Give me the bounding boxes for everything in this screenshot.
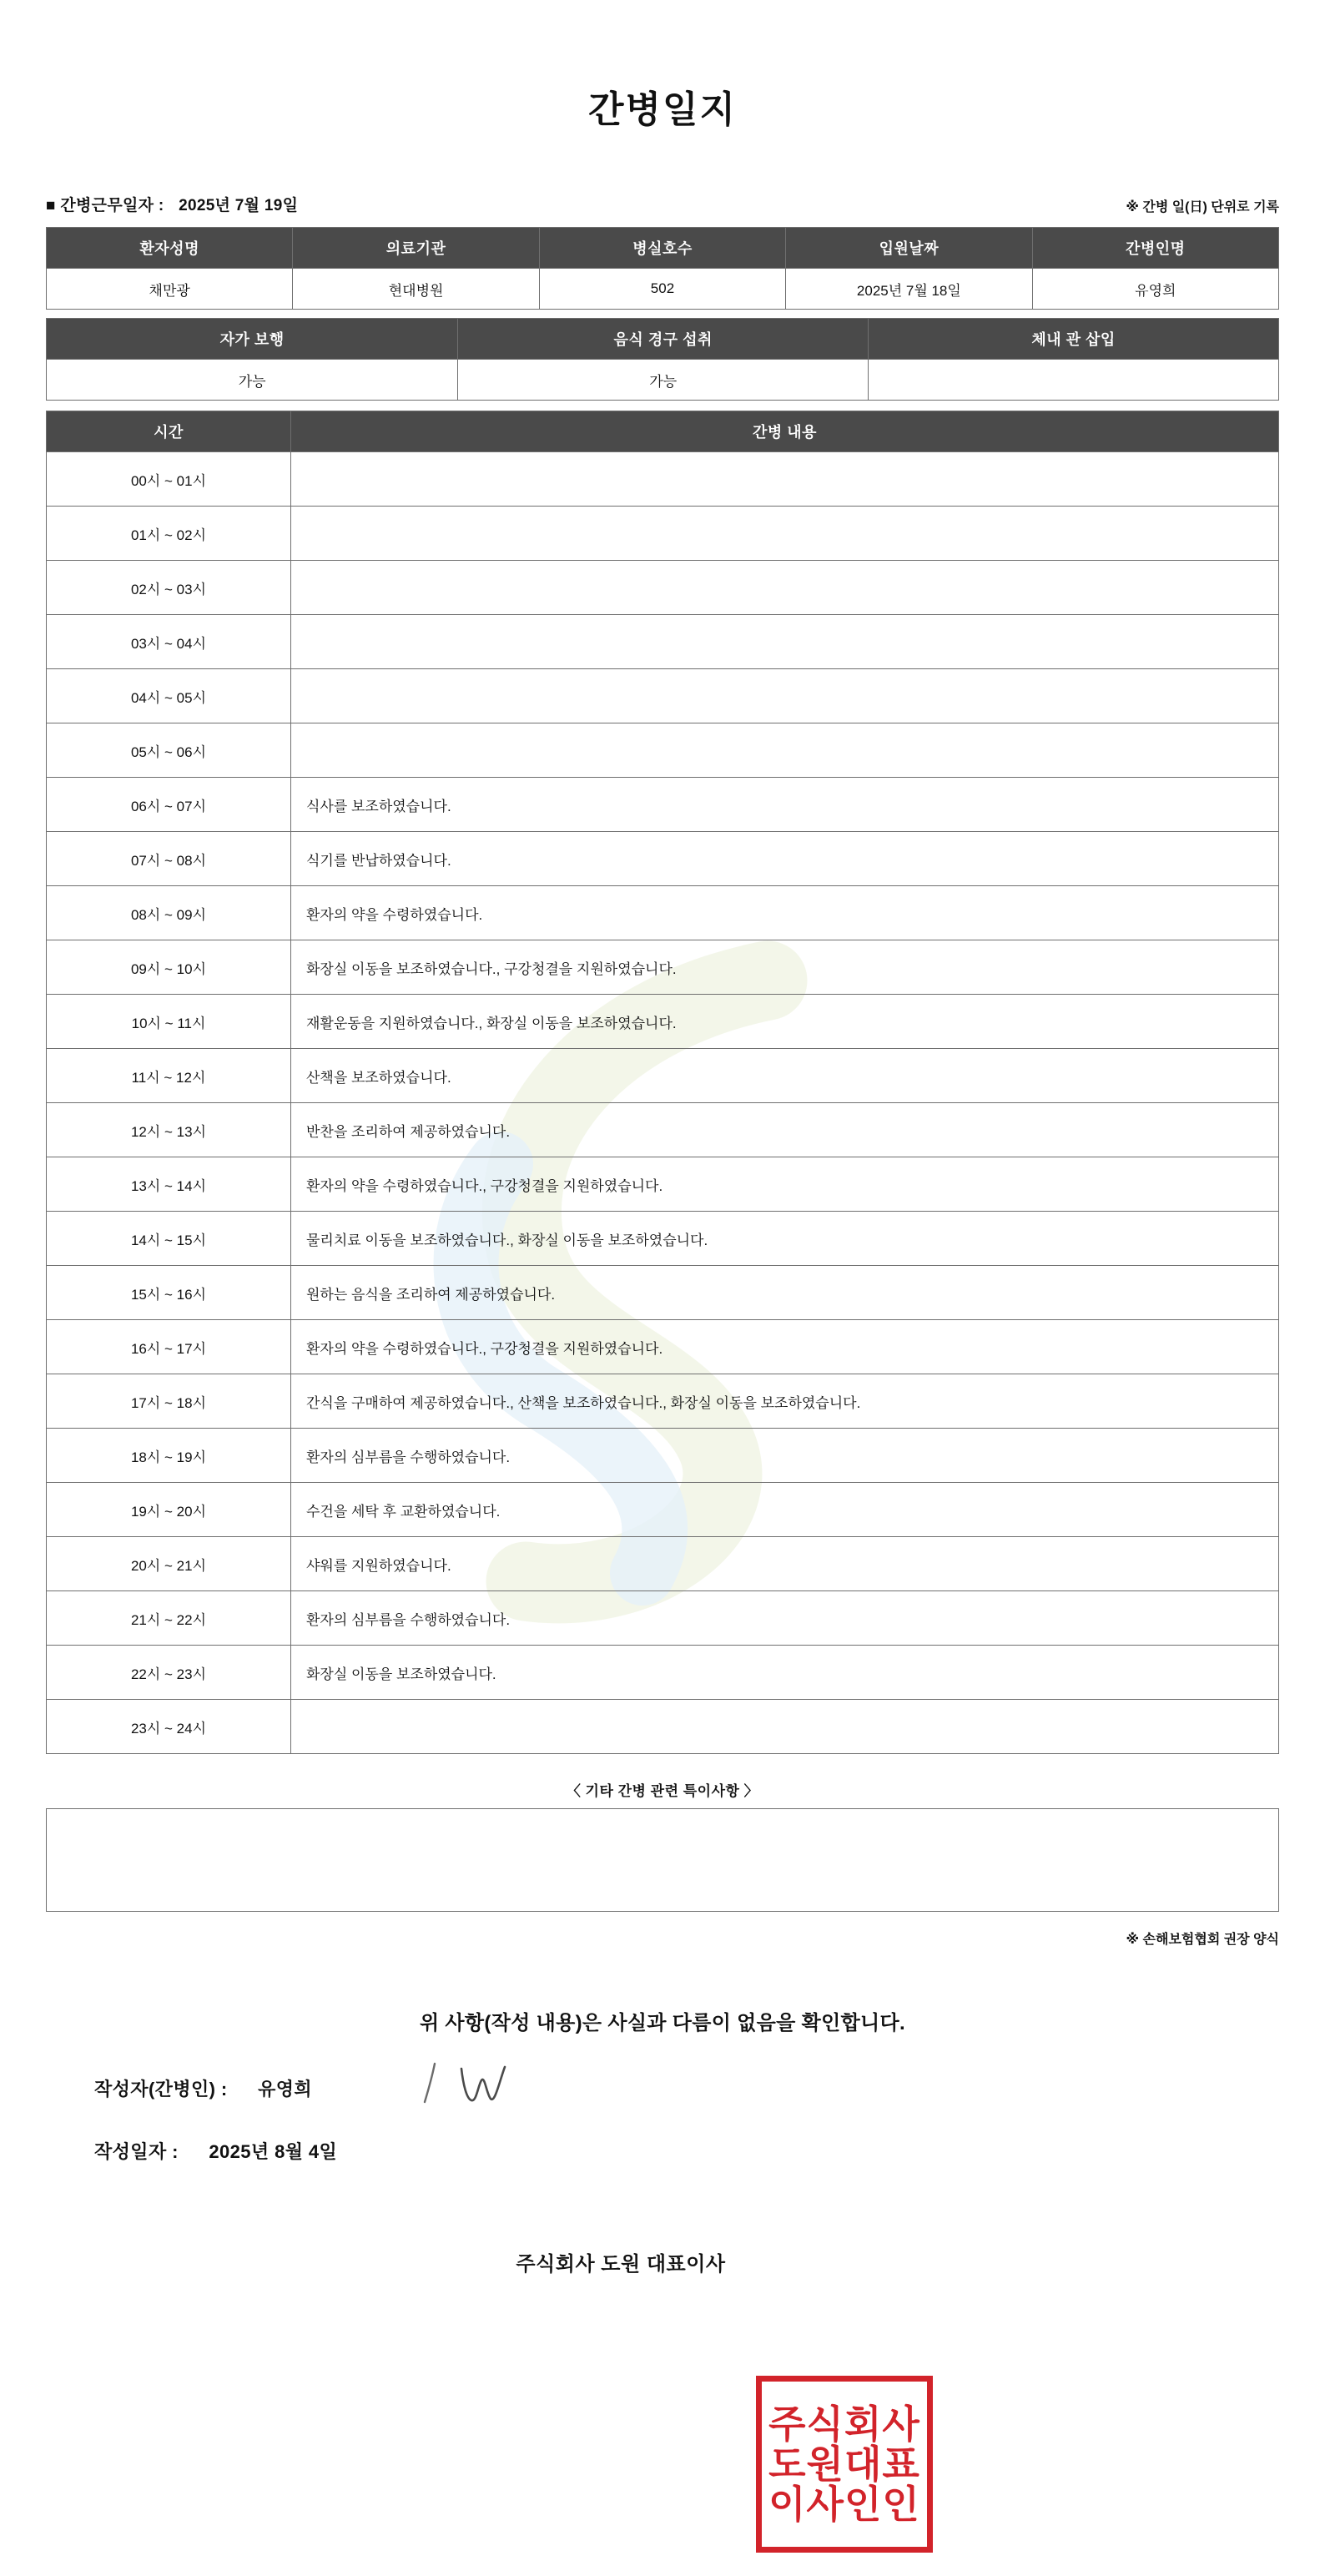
- table-row: [47, 940, 1279, 995]
- care-log-detail: 산책을 보조하였습니다.: [291, 1049, 1279, 1103]
- table-row: [47, 778, 1279, 832]
- care-log-header-row: [47, 411, 1279, 452]
- care-log-detail: 식기를 반납하였습니다.: [291, 832, 1279, 886]
- patient-header-name: 환자성명: [47, 228, 293, 269]
- care-log-time: 05시 ~ 06시: [47, 723, 291, 778]
- author-label: 작성자(간병인) :: [94, 2079, 228, 2100]
- page-title: 간병일지: [587, 89, 737, 130]
- table-row: [47, 1157, 1279, 1212]
- care-log-time: 20시 ~ 21시: [47, 1537, 291, 1591]
- care-log-time: 22시 ~ 23시: [47, 1646, 291, 1700]
- care-log-detail: 환자의 약을 수령하였습니다.: [291, 886, 1279, 940]
- care-log-time: 02시 ~ 03시: [47, 561, 291, 615]
- handwritten-signature: [413, 2055, 547, 2114]
- care-log-detail: 원하는 음식을 조리하여 제공하였습니다.: [291, 1266, 1279, 1320]
- patient-header-caregiver: 간병인명: [1032, 228, 1278, 269]
- care-log-time: 23시 ~ 24시: [47, 1700, 291, 1754]
- table-row: [47, 669, 1279, 723]
- care-log-time: 09시 ~ 10시: [47, 940, 291, 995]
- table-row: [47, 507, 1279, 561]
- patient-info-table: [46, 227, 1279, 310]
- table-row: [47, 886, 1279, 940]
- care-log-time: 16시 ~ 17시: [47, 1320, 291, 1374]
- care-log-time: 08시 ~ 09시: [47, 886, 291, 940]
- care-log-detail: 식사를 보조하였습니다.: [291, 778, 1279, 832]
- table-row: [47, 1212, 1279, 1266]
- condition-header-oral-intake: 음식 경구 섭취: [458, 319, 869, 360]
- confirmation-statement: 위 사항(작성 내용)은 사실과 다름이 없음을 확인합니다.: [419, 2012, 905, 2034]
- care-log-time: 13시 ~ 14시: [47, 1157, 291, 1212]
- patient-value-room: 502: [539, 269, 785, 310]
- table-row: [47, 723, 1279, 778]
- care-log-time: 11시 ~ 12시: [47, 1049, 291, 1103]
- care-log-detail: [291, 561, 1279, 615]
- care-log-detail: 환자의 심부름을 수행하였습니다.: [291, 1429, 1279, 1483]
- table-row: [47, 1103, 1279, 1157]
- patient-value-caregiver: 유영희: [1032, 269, 1278, 310]
- notes-box[interactable]: [46, 1808, 1279, 1912]
- table-row: [47, 1266, 1279, 1320]
- care-log-detail: [291, 507, 1279, 561]
- care-log-detail: [291, 615, 1279, 669]
- care-log-time: 19시 ~ 20시: [47, 1483, 291, 1537]
- table-row: [47, 1374, 1279, 1429]
- condition-value-walking: 가능: [47, 360, 458, 401]
- company-representative-line: 주식회사 도원 대표이사: [516, 2253, 726, 2276]
- table-row: [47, 360, 1279, 401]
- care-log-detail: 물리치료 이동을 보조하였습니다., 화장실 이동을 보조하였습니다.: [291, 1212, 1279, 1266]
- date-value: 2025년 8월 4일: [209, 2141, 338, 2162]
- table-row: [47, 615, 1279, 669]
- care-log-detail: [291, 452, 1279, 507]
- table-row: [47, 452, 1279, 507]
- care-log-time: 04시 ~ 05시: [47, 669, 291, 723]
- care-log-detail: 환자의 심부름을 수행하였습니다.: [291, 1591, 1279, 1646]
- stamp-line-2: 도원대표: [768, 2441, 920, 2487]
- care-log-time: 18시 ~ 19시: [47, 1429, 291, 1483]
- meta-row: [46, 193, 1279, 215]
- care-log-time: 15시 ~ 16시: [47, 1266, 291, 1320]
- care-log-header-time: 시간: [47, 411, 291, 452]
- care-log-time: 12시 ~ 13시: [47, 1103, 291, 1157]
- care-log-time: 01시 ~ 02시: [47, 507, 291, 561]
- stamp-line-1: 주식회사: [768, 2401, 920, 2447]
- care-log-detail: [291, 723, 1279, 778]
- care-log-time: 00시 ~ 01시: [47, 452, 291, 507]
- document-page: [0, 79, 1325, 2576]
- care-log-time: 03시 ~ 04시: [47, 615, 291, 669]
- condition-table: [46, 318, 1279, 401]
- company-seal-stamp: [756, 2376, 933, 2553]
- date-line: [94, 2138, 1279, 2164]
- care-log-detail: 환자의 약을 수령하였습니다., 구강청결을 지원하였습니다.: [291, 1157, 1279, 1212]
- care-log-detail: 샤워를 지원하였습니다.: [291, 1537, 1279, 1591]
- condition-value-tube-insertion: [869, 360, 1279, 401]
- table-row: [47, 1049, 1279, 1103]
- patient-value-hospital: 현대병원: [293, 269, 539, 310]
- care-log-table: [46, 411, 1279, 1754]
- care-log-time: 17시 ~ 18시: [47, 1374, 291, 1429]
- table-row: [47, 1320, 1279, 1374]
- table-row: [47, 1483, 1279, 1537]
- author-value: 유영희: [258, 2079, 313, 2100]
- condition-header-tube-insertion: 체내 관 삽입: [869, 319, 1279, 360]
- table-row: [47, 1537, 1279, 1591]
- table-row: [47, 1429, 1279, 1483]
- author-line: [94, 2075, 1279, 2101]
- care-log-time: 06시 ~ 07시: [47, 778, 291, 832]
- care-log-time: 10시 ~ 11시: [47, 995, 291, 1049]
- care-log-detail: [291, 1700, 1279, 1754]
- stamp-line-3: 이사인인: [768, 2482, 920, 2528]
- work-date-label: ■ 간병근무일자 :: [46, 197, 164, 214]
- association-note: ※ 손해보험협회 권장 양식: [1126, 1933, 1279, 1947]
- patient-header-hospital: 의료기관: [293, 228, 539, 269]
- care-log-detail: 수건을 세탁 후 교환하였습니다.: [291, 1483, 1279, 1537]
- patient-header-admission-date: 입원날짜: [786, 228, 1032, 269]
- table-row: [47, 561, 1279, 615]
- table-row: [47, 995, 1279, 1049]
- table-row: [47, 228, 1279, 269]
- patient-value-name: 채만광: [47, 269, 293, 310]
- table-row: [47, 832, 1279, 886]
- care-log-detail: 재활운동을 지원하였습니다., 화장실 이동을 보조하였습니다.: [291, 995, 1279, 1049]
- condition-value-oral-intake: 가능: [458, 360, 869, 401]
- notes-title: 〈 기타 간병 관련 특이사항 〉: [566, 1783, 759, 1799]
- care-log-detail: 간식을 구매하여 제공하였습니다., 산책을 보조하였습니다., 화장실 이동을 보조하였습니다.: [291, 1374, 1279, 1429]
- record-unit-note: ※ 간병 일(日) 단위로 기록: [1126, 200, 1279, 214]
- table-row: [47, 1591, 1279, 1646]
- care-log-detail: 화장실 이동을 보조하였습니다., 구강청결을 지원하였습니다.: [291, 940, 1279, 995]
- date-label: 작성일자 :: [94, 2141, 179, 2162]
- work-date: [46, 193, 298, 215]
- care-log-detail: 화장실 이동을 보조하였습니다.: [291, 1646, 1279, 1700]
- care-log-detail: 반찬을 조리하여 제공하였습니다.: [291, 1103, 1279, 1157]
- patient-value-admission-date: 2025년 7월 18일: [786, 269, 1032, 310]
- signature-block: [46, 2075, 1279, 2164]
- care-log-time: 07시 ~ 08시: [47, 832, 291, 886]
- table-row: [47, 1646, 1279, 1700]
- work-date-value: 2025년 7월 19일: [179, 197, 299, 214]
- care-log-time: 21시 ~ 22시: [47, 1591, 291, 1646]
- care-log-detail: 환자의 약을 수령하였습니다., 구강청결을 지원하였습니다.: [291, 1320, 1279, 1374]
- care-log-header-detail: 간병 내용: [291, 411, 1279, 452]
- table-row: [47, 319, 1279, 360]
- table-row: [47, 1700, 1279, 1754]
- patient-header-room: 병실호수: [539, 228, 785, 269]
- table-row: [47, 269, 1279, 310]
- care-log-detail: [291, 669, 1279, 723]
- condition-header-walking: 자가 보행: [47, 319, 458, 360]
- care-log-time: 14시 ~ 15시: [47, 1212, 291, 1266]
